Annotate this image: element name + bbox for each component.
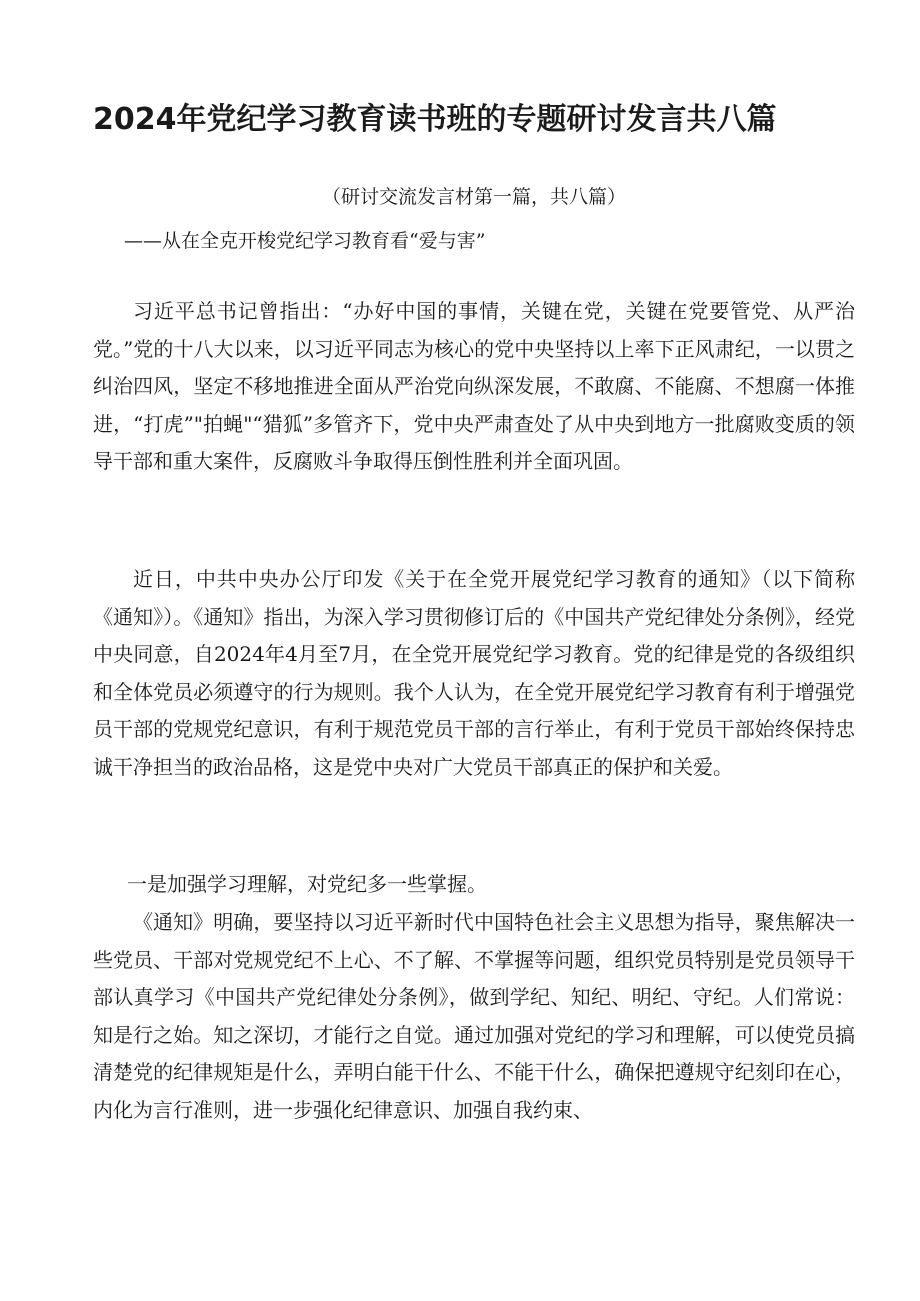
section-heading: 一是加强学习理解，对党纪多一些掌握。	[127, 872, 487, 896]
paragraph: 《通知》明确，要坚持以习近平新时代中国特色社会主义思想为指导，聚焦解决一些党员、干部对党规党纪不上心、不了解、不掌握等问题，组织党员特别是党员领导干部认真学习《中国共产党纪律处分条例》，做到学纪、知纪、明纪、守纪。人们常说：知是行之始。知之深切，才能行之自觉。通过加强对党纪的学习和理解，可以使党员搞清楚党的纪律规矩是什么，弄明白能干什么、不能干什么，确保把遵规守纪刻印在心，内化为言行准则，进一步强化纪律意识、加强自我约束、	[93, 910, 855, 1122]
document-byline: ——从在全克开梭党纪学习教育看“爱与害”	[124, 230, 486, 252]
document-title: 2024年党纪学习教育读书班的专题研讨发言共八篇	[93, 102, 777, 137]
paragraph: 习近平总书记曾指出：“办好中国的事情，关键在党，关键在党要管党、从严治党。”党的十八大以来，以习近平同志为核心的党中央坚持以上率下正风肃纪，一以贯之纠治四风，坚定不移地推进全面从严治党向纵深发展，不敢腐、不能腐、不想腐一体推进，“打虎”"拍蝇"“猎狐”多管齐下，党中央严肃查处了从中央到地方一批腐败变质的领导干部和重大案件，反腐败斗争取得压倒性胜利并全面巩固。	[93, 299, 855, 474]
paragraph: 近日，中共中央办公厅印发《关于在全党开展党纪学习教育的通知》（以下简称《通知》）。《通知》指出，为深入学习贯彻修订后的《中国共产党纪律处分条例》，经党中央同意，自2024年4月至7月，在全党开展党纪学习教育。党的纪律是党的各级组织和全体党员必须遵守的行为规则。我个人认为，在全党开展党纪学习教育有利于增强党员干部的党规党纪意识，有利于规范党员干部的言行举止，有利于党员干部始终保持忠诚干净担当的政治品格，这是党中央对广大党员干部真正的保护和关爱。	[93, 567, 855, 779]
document-subtitle: （研讨交流发言材第一篇，共八篇）	[321, 186, 626, 208]
